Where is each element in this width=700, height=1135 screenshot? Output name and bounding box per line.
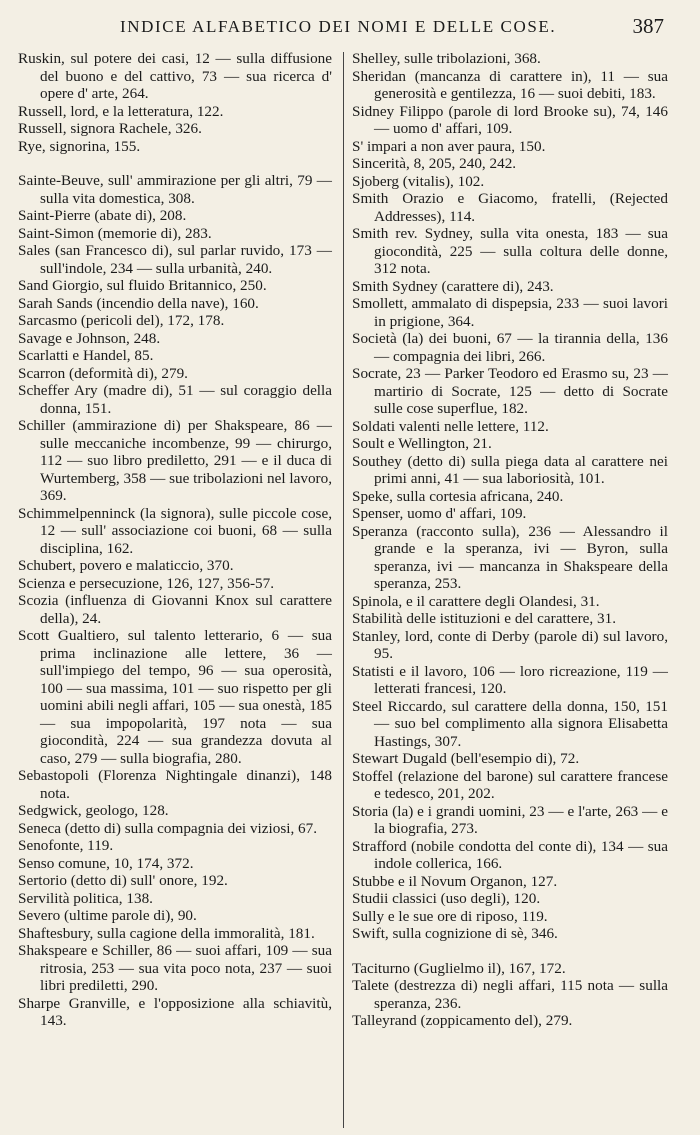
index-entry: Saint-Pierre (abate di), 208. — [18, 207, 187, 224]
index-column-right — [352, 50, 668, 1030]
index-entry: Società (la) dei buoni, 67 — la tirannia della, 136 — compagnia dei libri, 266. — [352, 330, 668, 365]
running-title: INDICE ALFABETICO DEI NOMI E DELLE COSE. — [120, 17, 557, 36]
index-entry: Ruskin, sul potere dei casi, 12 — sulla diffusione del buono e del cattivo, 73 — sua ricerca d' opere d' arte, 264. — [18, 50, 332, 102]
index-column-left — [18, 50, 332, 1030]
index-entry: Seneca (detto di) sulla compagnia dei viziosi, 67. — [18, 819, 318, 837]
index-entry: Steel Riccardo, sul carattere della donna, 150, 151 — suo bel complimento alla signora Elisabetta Hastings, 307. — [352, 697, 668, 750]
index-entry: Scozia (influenza di Giovanni Knox sul carattere della), 24. — [18, 592, 332, 627]
index-entry: Sales (san Francesco di), sul parlar ruvido, 173 — sull'indole, 234 — sulla urbanità, 240. — [18, 242, 332, 277]
index-entry: Sarcasmo (pericoli del), 172, 178. — [18, 312, 225, 329]
index-entry: Sully e le sue ore di riposo, 119. — [352, 907, 548, 925]
index-entry: Sarah Sands (incendio della nave), 160. — [18, 294, 259, 312]
index-entry: Senofonte, 119. — [18, 837, 114, 854]
index-entry: Stubbe e il Novum Organon, 127. — [352, 872, 558, 890]
index-entry: Soldati valenti nelle lettere, 112. — [352, 417, 549, 435]
index-entry: Smollett, ammalato di dispepsia, 233 — suoi lavori in prigione, 364. — [352, 295, 668, 330]
index-entry: Shelley, sulle tribolazioni, 368. — [352, 50, 541, 67]
index-entry: Schimmelpenninck (la signora), sulle piccole cose, 12 — sull' associazione coi buoni, 68 — sulla disciplina, 162. — [18, 504, 332, 557]
index-entry: Smith rev. Sydney, sulla vita onesta, 183 — sua giocondità, 225 — sulla coltura delle donne, 312 nota. — [352, 225, 668, 277]
index-entry: Smith Orazio e Giacomo, fratelli, (Rejected Addresses), 114. — [352, 190, 668, 225]
index-entry: Schiller (ammirazione di) per Shakspeare, 86 — sulle meccaniche incombenze, 99 — chirurgo, 112 — suo libro prediletto, 291 — e il duca di Wurtemberg, 358 — sue tribolazioni nel lavoro, 369. — [18, 417, 332, 504]
index-entry: Sheridan (mancanza di carattere in), 11 — sua generosità e gentilezza, 16 — suoi debiti, 183. — [352, 67, 668, 102]
index-entry: Sertorio (detto di) sull' onore, 192. — [18, 872, 228, 889]
page-number: 387 — [632, 14, 664, 38]
index-entry: Spenser, uomo d' affari, 109. — [352, 505, 527, 522]
index-entry: Shakspeare e Schiller, 86 — suoi affari, 109 — sua ritrosia, 253 — sua vita poco nota, 237 — suoi libri prediletti, 290. — [18, 942, 332, 994]
index-entry: Scarron (deformità di), 279. — [18, 364, 188, 382]
index-entry: Sjoberg (vitalis), 102. — [352, 172, 485, 190]
index-entry: Studii classici (uso degli), 120. — [352, 890, 541, 907]
index-entry: Scheffer Ary (madre di), 51 — sul coraggio della donna, 151. — [18, 382, 332, 417]
section-gap — [18, 155, 332, 172]
index-entry: Saint-Simon (memorie di), 283. — [18, 224, 212, 242]
index-entry: Southey (detto di) sulla piega data al carattere nei primi anni, 41 — sua laboriosità, 101. — [352, 452, 668, 487]
index-entry: Savage e Johnson, 248. — [18, 329, 161, 347]
index-entry: Statisti e il lavoro, 106 — loro ricreazione, 119 — letterati francesi, 120. — [352, 662, 668, 697]
section-gap — [352, 943, 668, 960]
index-entry: Sebastopoli (Florenza Nightingale dinanzi), 148 nota. — [18, 767, 332, 802]
index-entry: Stewart Dugald (bell'esempio di), 72. — [352, 750, 580, 767]
index-entry: Stabilità delle istituzioni e del carattere, 31. — [352, 610, 617, 627]
index-entry: Speke, sulla cortesia africana, 240. — [352, 487, 564, 505]
index-entry: Smith Sydney (carattere di), 243. — [352, 277, 554, 295]
page-header — [0, 0, 700, 44]
index-entry: Swift, sulla cognizione di sè, 346. — [352, 925, 558, 942]
index-entry: Storia (la) e i grandi uomini, 23 — e l'arte, 263 — e la biografia, 273. — [352, 802, 668, 837]
index-entry: Scott Gualtiero, sul talento letterario, 6 — sua prima inclinazione alle lettere, 36 — sull'impiego del tempo, 96 — sua operosità, 100 — sua massima, 101 — suo rispetto per gli uomini abili negli affari, 105 — sua onestà, 185 — sua impopolarità, 197 nota — sua giocondità, 224 — sua grandezza dovuta al caso, 279 — sulla biografia, 280. — [18, 627, 332, 767]
index-entry: Socrate, 23 — Parker Teodoro ed Erasmo su, 23 — martirio di Socrate, 125 — detto di Socrate sulle cose superflue, 182. — [352, 365, 668, 417]
index-entry: Sincerità, 8, 205, 240, 242. — [352, 155, 517, 172]
index-entry: Spinola, e il carattere degli Olandesi, 31. — [352, 592, 600, 610]
index-entry: Sidney Filippo (parole di lord Brooke su), 74, 146 — uomo d' affari, 109. — [352, 102, 668, 137]
index-entry: Talete (destrezza di) negli affari, 115 nota — sulla speranza, 236. — [352, 977, 668, 1012]
index-entry: Strafford (nobile condotta del conte di), 134 — sua indole collerica, 166. — [352, 837, 668, 872]
index-entry: Severo (ultime parole di), 90. — [18, 907, 197, 924]
index-entry: Taciturno (Guglielmo il), 167, 172. — [352, 959, 566, 977]
index-entry: Sand Giorgio, sul fluido Britannico, 250. — [18, 277, 267, 294]
index-entry: Speranza (racconto sulla), 236 — Alessandro il grande e la speranza, ivi — Byron, sulla speranza, ivi — mancanza in Shakspeare della speranza, 253. — [352, 522, 668, 592]
index-entry: Servilità politica, 138. — [18, 889, 153, 907]
index-entry: Schubert, povero e malaticcio, 370. — [18, 557, 234, 574]
column-divider — [343, 52, 344, 1128]
index-entry: S' impari a non aver paura, 150. — [352, 137, 546, 155]
index-entry: Senso comune, 10, 174, 372. — [18, 854, 194, 872]
index-entry: Russell, signora Rachele, 326. — [18, 120, 202, 137]
index-entry: Stoffel (relazione del barone) sul carattere francese e tedesco, 201, 202. — [352, 767, 668, 802]
index-entry: Scienza e persecuzione, 126, 127, 356-57. — [18, 574, 274, 592]
index-entry: Talleyrand (zoppicamento del), 279. — [352, 1012, 573, 1029]
index-entry: Sainte-Beuve, sull' ammirazione per gli altri, 79 — sulla vita domestica, 308. — [18, 172, 332, 207]
index-entry: Stanley, lord, conte di Derby (parole di) sul lavoro, 95. — [352, 627, 668, 662]
index-entry: Scarlatti e Handel, 85. — [18, 347, 154, 364]
index-entry: Sharpe Granville, e l'opposizione alla schiavitù, 143. — [18, 994, 332, 1029]
index-entry: Rye, signorina, 155. — [18, 137, 141, 155]
index-entry: Soult e Wellington, 21. — [352, 435, 492, 452]
index-entry: Sedgwick, geologo, 128. — [18, 802, 169, 819]
index-entry: Russell, lord, e la letteratura, 122. — [18, 102, 224, 120]
index-entry: Shaftesbury, sulla cagione della immoralità, 181. — [18, 924, 315, 942]
